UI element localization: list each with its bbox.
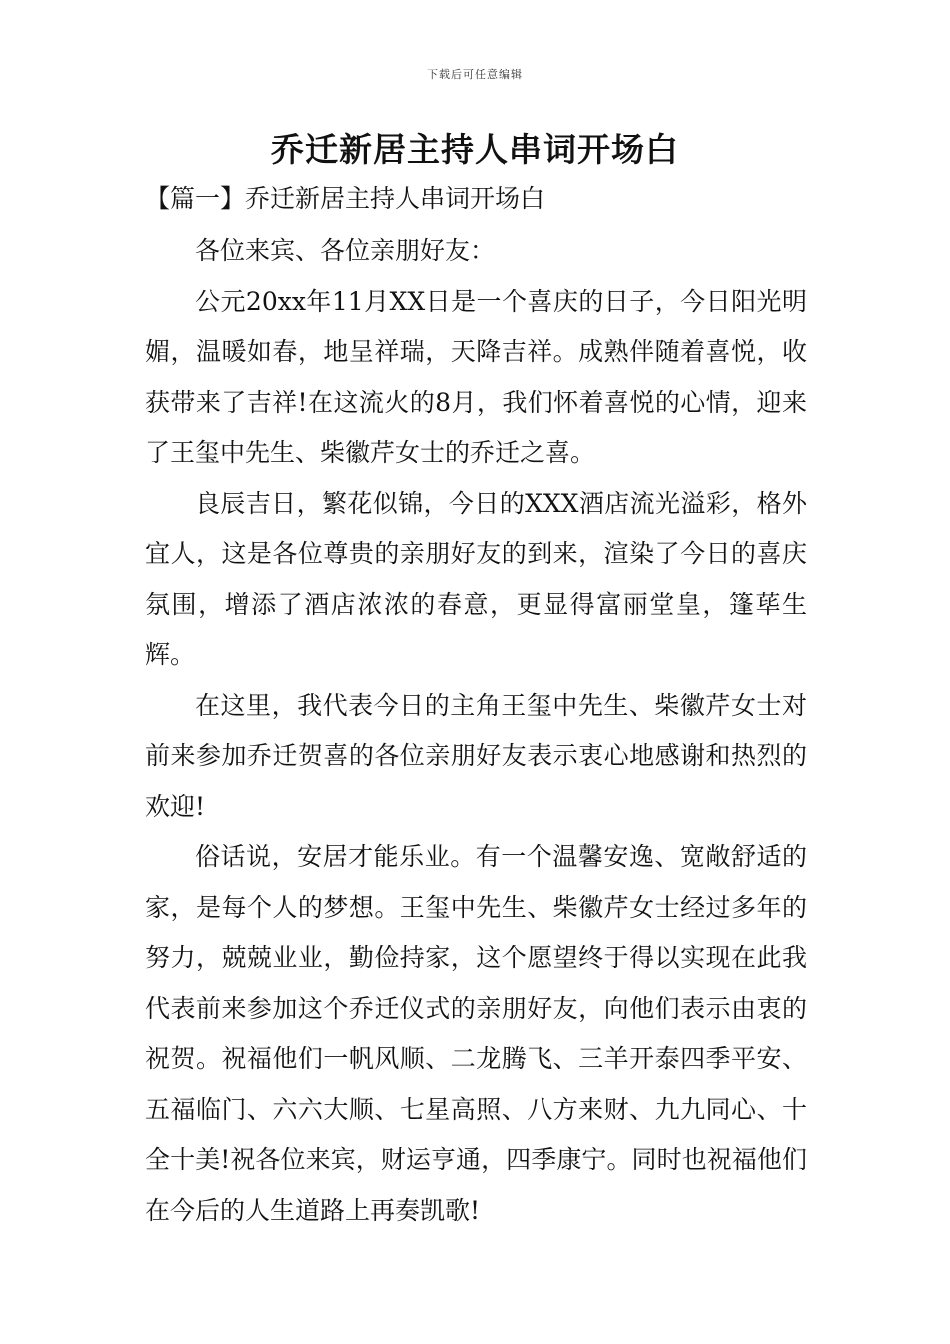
document-title: 乔迁新居主持人串词开场白 [271,130,679,169]
section-heading: 【篇一】乔迁新居主持人串词开场白 [145,184,546,213]
header-note: 下载后可任意编辑 [427,68,523,81]
paragraph-greeting: 各位来宾、各位亲朋好友： [195,236,496,265]
paragraph-venue: 良辰吉日，繁花似锦，今日的XXX酒店流光溢彩，格外宜人，这是各位尊贵的亲朋好友的到来，渲染了今日的喜庆氛围，增添了酒店浓浓的春意，更显得富丽堂皇，篷荜生辉。 [145,488,807,669]
paragraph-date: 公元20xx年11月XX日是一个喜庆的日子，今日阳光明媚，温暖如春，地呈祥瑞，天降吉祥。成熟伴随着喜悦，收获带来了吉祥!在这流火的8月，我们怀着喜悦的心情，迎来了王玺中先生、柴徽芹女士的乔迁之喜。 [145,286,807,467]
paragraph-blessings: 俗话说，安居才能乐业。有一个温馨安逸、宽敞舒适的家，是每个人的梦想。王玺中先生、柴徽芹女士经过多年的努力，兢兢业业，勤俭持家，这个愿望终于得以实现在此我代表前来参加这个乔迁仪式的亲朋好友，向他们表示由衷的祝贺。祝福他们一帆风顺、二龙腾飞、三羊开泰四季平安、五福临门、六六大顺、七星高照、八方来财、九九同心、十全十美!祝各位来宾，财运亨通，四季康宁。同时也祝福他们在今后的人生道路上再奏凯歌! [145,842,807,1225]
body-text [145,226,807,1236]
paragraph-thanks: 在这里，我代表今日的主角王玺中先生、柴徽芹女士对前来参加乔迁贺喜的各位亲朋好友表示衷心地感谢和热烈的欢迎! [145,690,807,821]
